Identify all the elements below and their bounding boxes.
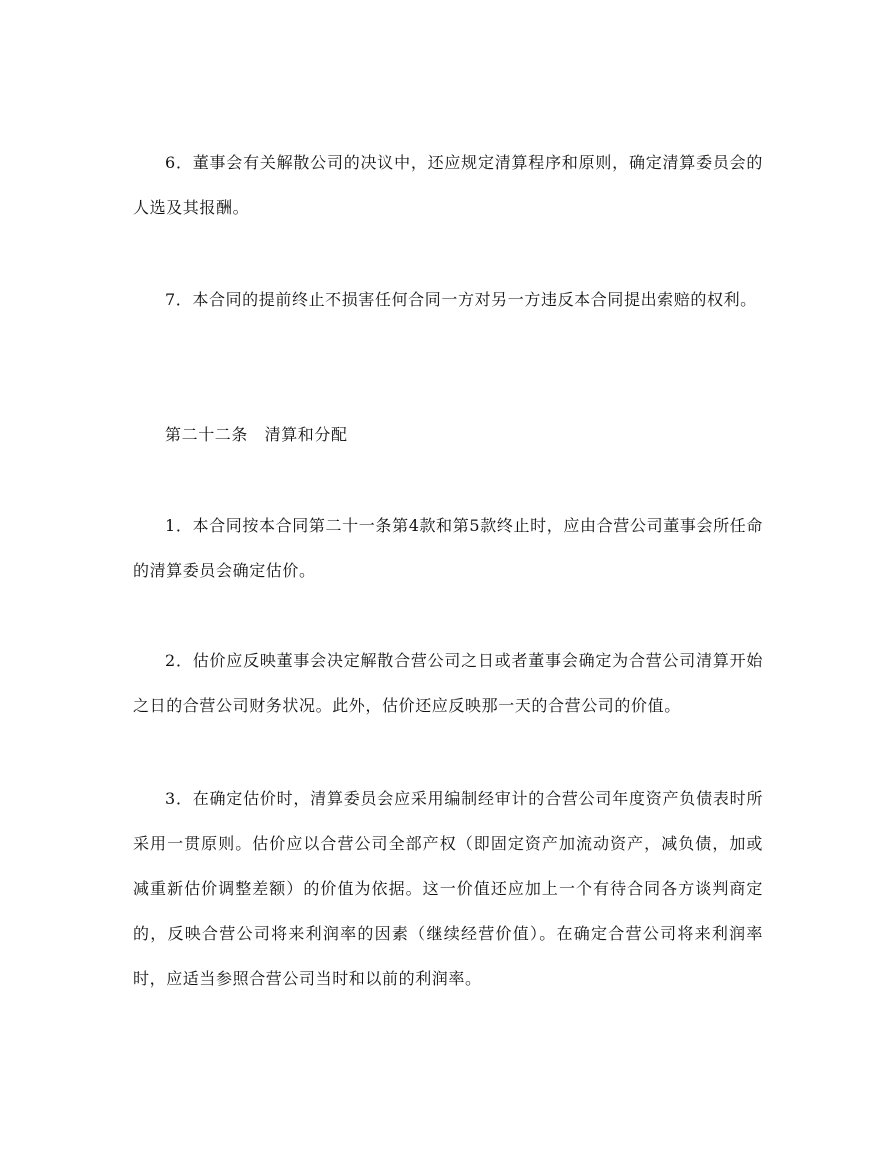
paragraph-item-3: 3．在确定估价时，清算委员会应采用编制经审计的合营公司年度资产负债表时所采用一贯原则。估价应以合营公司全部产权（即固定资产加流动资产，减负债，加或减重新估价调整差额）的价值为依据。这一价值还应加上一个有待合同各方谈判商定的，反映合营公司将来利润率的因素（继续经营价值）。在确定合营公司将来利润率时，应适当参照合营公司当时和以前的利润率。 bbox=[133, 789, 763, 988]
article-heading-22: 第二十二条 清算和分配 bbox=[165, 425, 348, 444]
paragraph-item-6: 6．董事会有关解散公司的决议中，还应规定清算程序和原则，确定清算委员会的人选及其报酬。 bbox=[133, 153, 763, 217]
paragraph-item-7: 7．本合同的提前终止不损害任何合同一方对另一方违反本合同提出索赔的权利。 bbox=[165, 290, 757, 309]
paragraph-item-1: 1．本合同按本合同第二十一条第4款和第5款终止时，应由合营公司董事会所任命的清算委员会确定估价。 bbox=[133, 516, 763, 580]
paragraph-item-2: 2．估价应反映董事会决定解散合营公司之日或者董事会确定为合营公司清算开始之日的合营公司财务状况。此外，估价还应反映那一天的合营公司的价值。 bbox=[133, 651, 763, 715]
